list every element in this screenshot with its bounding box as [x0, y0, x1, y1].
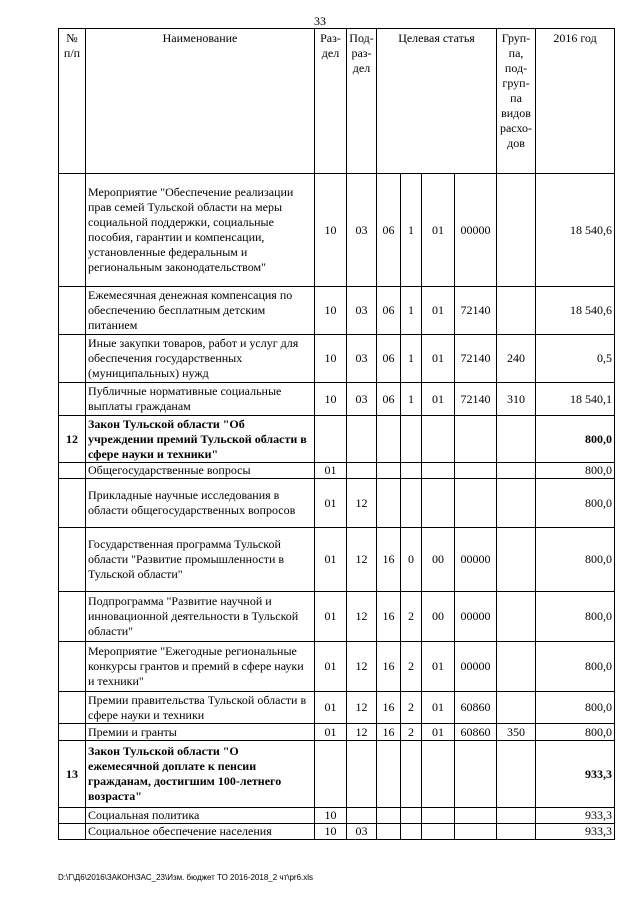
cell-t3: 00	[422, 528, 455, 592]
cell-num	[59, 808, 86, 824]
cell-vr	[497, 479, 536, 528]
cell-sum: 800,0	[536, 416, 615, 463]
cell-vr	[497, 741, 536, 808]
cell-num	[59, 592, 86, 642]
table-row	[59, 335, 615, 383]
cell-name: Прикладные научные исследования в области общегосударственных вопросов	[86, 479, 315, 528]
table-row	[59, 724, 615, 741]
cell-vr	[497, 692, 536, 724]
cell-t1: 06	[377, 287, 401, 335]
cell-num	[59, 287, 86, 335]
cell-num: 13	[59, 741, 86, 808]
cell-name: Закон Тульской области "Об учреждении премий Тульской области в сфере науки и техники"	[86, 416, 315, 463]
cell-num	[59, 463, 86, 479]
cell-t2	[401, 479, 422, 528]
cell-t1: 06	[377, 335, 401, 383]
cell-name: Иные закупки товаров, работ и услуг для обеспечения государственных (муниципальных) нужд	[86, 335, 315, 383]
table-header-row	[59, 29, 615, 174]
cell-t3: 01	[422, 692, 455, 724]
cell-t4	[455, 824, 497, 840]
cell-sum: 800,0	[536, 642, 615, 692]
cell-num	[59, 692, 86, 724]
cell-t2: 2	[401, 692, 422, 724]
header-podrazdel: Под- раз- дел	[347, 29, 377, 174]
cell-pr: 12	[347, 479, 377, 528]
cell-rz: 10	[315, 383, 347, 416]
cell-num: 12	[59, 416, 86, 463]
cell-pr: 03	[347, 383, 377, 416]
cell-vr	[497, 824, 536, 840]
cell-vr	[497, 287, 536, 335]
cell-t3	[422, 808, 455, 824]
cell-sum: 18 540,6	[536, 174, 615, 287]
cell-t1: 16	[377, 528, 401, 592]
table-row	[59, 416, 615, 463]
cell-t4: 72140	[455, 287, 497, 335]
budget-table	[58, 28, 615, 840]
cell-t4: 72140	[455, 335, 497, 383]
cell-name: Государственная программа Тульской области "Развитие промышленности в Тульской области"	[86, 528, 315, 592]
page-number: 33	[314, 14, 326, 28]
cell-t3: 00	[422, 592, 455, 642]
cell-num	[59, 335, 86, 383]
cell-t1	[377, 741, 401, 808]
cell-t3: 01	[422, 383, 455, 416]
cell-t1: 16	[377, 692, 401, 724]
cell-vr: 350	[497, 724, 536, 741]
cell-t3: 01	[422, 174, 455, 287]
cell-pr: 03	[347, 174, 377, 287]
cell-t4: 72140	[455, 383, 497, 416]
cell-t2: 1	[401, 287, 422, 335]
cell-t3: 01	[422, 724, 455, 741]
cell-t3: 01	[422, 642, 455, 692]
cell-pr: 03	[347, 824, 377, 840]
table-row	[59, 642, 615, 692]
cell-t2: 1	[401, 174, 422, 287]
cell-num	[59, 174, 86, 287]
cell-t2: 2	[401, 592, 422, 642]
cell-t4	[455, 416, 497, 463]
cell-t1: 16	[377, 592, 401, 642]
cell-t3	[422, 463, 455, 479]
cell-t4: 00000	[455, 642, 497, 692]
table-row	[59, 528, 615, 592]
cell-t3: 01	[422, 335, 455, 383]
cell-t1	[377, 463, 401, 479]
cell-t4	[455, 741, 497, 808]
cell-sum: 800,0	[536, 479, 615, 528]
cell-name: Подпрограмма "Развитие научной и инновационной деятельности в Тульской области"	[86, 592, 315, 642]
cell-rz: 01	[315, 528, 347, 592]
cell-sum: 933,3	[536, 824, 615, 840]
cell-t1: 06	[377, 383, 401, 416]
cell-t4	[455, 463, 497, 479]
cell-vr	[497, 416, 536, 463]
cell-rz: 01	[315, 463, 347, 479]
cell-pr: 12	[347, 528, 377, 592]
cell-t1: 06	[377, 174, 401, 287]
cell-num	[59, 642, 86, 692]
file-path-footer: D:\Г\Д6\2016\ЗАКОН\ЗАС_23\Изм. бюджет ТО 2016-2018_2 чт\pr6.xls	[58, 873, 314, 882]
cell-sum: 800,0	[536, 724, 615, 741]
cell-num	[59, 824, 86, 840]
table-row	[59, 808, 615, 824]
cell-t4: 00000	[455, 592, 497, 642]
cell-t3	[422, 479, 455, 528]
cell-pr: 12	[347, 692, 377, 724]
cell-name: Премии правительства Тульской области в сфере науки и техники	[86, 692, 315, 724]
cell-t1: 16	[377, 724, 401, 741]
cell-pr	[347, 808, 377, 824]
cell-vr	[497, 528, 536, 592]
cell-sum: 933,3	[536, 808, 615, 824]
table-row	[59, 383, 615, 416]
cell-sum: 800,0	[536, 592, 615, 642]
cell-t4: 60860	[455, 692, 497, 724]
cell-t2: 2	[401, 642, 422, 692]
cell-t4: 00000	[455, 174, 497, 287]
cell-vr	[497, 592, 536, 642]
table-row	[59, 592, 615, 642]
cell-sum: 933,3	[536, 741, 615, 808]
cell-vr: 310	[497, 383, 536, 416]
cell-rz: 01	[315, 592, 347, 642]
cell-pr: 12	[347, 592, 377, 642]
cell-t1	[377, 824, 401, 840]
cell-vr	[497, 174, 536, 287]
cell-t1	[377, 808, 401, 824]
cell-sum: 800,0	[536, 692, 615, 724]
cell-name: Общегосударственные вопросы	[86, 463, 315, 479]
table-row	[59, 692, 615, 724]
table-row	[59, 824, 615, 840]
cell-t4: 00000	[455, 528, 497, 592]
cell-t2: 1	[401, 335, 422, 383]
cell-sum: 800,0	[536, 528, 615, 592]
cell-vr	[497, 808, 536, 824]
cell-t3	[422, 824, 455, 840]
cell-vr: 240	[497, 335, 536, 383]
cell-t4	[455, 808, 497, 824]
cell-rz	[315, 416, 347, 463]
cell-t3	[422, 416, 455, 463]
cell-pr: 03	[347, 287, 377, 335]
header-name: Наименование	[86, 29, 315, 174]
cell-rz: 10	[315, 808, 347, 824]
cell-t3: 01	[422, 287, 455, 335]
cell-t4	[455, 479, 497, 528]
cell-rz: 01	[315, 479, 347, 528]
cell-t2	[401, 741, 422, 808]
table-row	[59, 741, 615, 808]
cell-t3	[422, 741, 455, 808]
cell-pr: 03	[347, 335, 377, 383]
cell-name: Публичные нормативные социальные выплаты гражданам	[86, 383, 315, 416]
cell-sum: 800,0	[536, 463, 615, 479]
table-row	[59, 287, 615, 335]
cell-t1	[377, 416, 401, 463]
header-target: Целевая статья	[377, 29, 497, 174]
cell-t2: 1	[401, 383, 422, 416]
cell-t4: 60860	[455, 724, 497, 741]
table-row	[59, 463, 615, 479]
cell-rz: 01	[315, 692, 347, 724]
cell-sum: 18 540,6	[536, 287, 615, 335]
cell-t1: 16	[377, 642, 401, 692]
table-body	[59, 174, 615, 840]
cell-t2	[401, 416, 422, 463]
cell-num	[59, 528, 86, 592]
header-group: Груп- па, под- груп- па видов расхо- дов	[497, 29, 536, 174]
cell-rz	[315, 741, 347, 808]
cell-name: Премии и гранты	[86, 724, 315, 741]
cell-rz: 10	[315, 287, 347, 335]
cell-rz: 01	[315, 724, 347, 741]
header-num: № п/п	[59, 29, 86, 174]
cell-t2: 2	[401, 724, 422, 741]
table-row	[59, 479, 615, 528]
cell-t2	[401, 824, 422, 840]
cell-pr	[347, 463, 377, 479]
cell-t1	[377, 479, 401, 528]
cell-vr	[497, 463, 536, 479]
table-row	[59, 174, 615, 287]
cell-t2: 0	[401, 528, 422, 592]
cell-rz: 10	[315, 335, 347, 383]
cell-name: Ежемесячная денежная компенсация по обеспечению бесплатным детским питанием	[86, 287, 315, 335]
cell-name: Закон Тульской области "О ежемесячной доплате к пенсии гражданам, достигшим 100-летнего возраста"	[86, 741, 315, 808]
header-year: 2016 год	[536, 29, 615, 174]
cell-rz: 10	[315, 824, 347, 840]
cell-pr: 12	[347, 642, 377, 692]
cell-vr	[497, 642, 536, 692]
header-razdel: Раз- дел	[315, 29, 347, 174]
cell-num	[59, 724, 86, 741]
cell-rz: 10	[315, 174, 347, 287]
cell-t2	[401, 463, 422, 479]
cell-pr	[347, 416, 377, 463]
cell-name: Социальная политика	[86, 808, 315, 824]
cell-pr	[347, 741, 377, 808]
cell-t2	[401, 808, 422, 824]
cell-pr: 12	[347, 724, 377, 741]
cell-num	[59, 383, 86, 416]
cell-rz: 01	[315, 642, 347, 692]
cell-num	[59, 479, 86, 528]
cell-name: Социальное обеспечение населения	[86, 824, 315, 840]
cell-sum: 18 540,1	[536, 383, 615, 416]
cell-sum: 0,5	[536, 335, 615, 383]
cell-name: Мероприятие "Обеспечение реализации прав семей Тульской области на меры социальной поддержки, социальные пособия, гарантии и компенсации, установленные федеральным и региональным законодательством"	[86, 174, 315, 287]
cell-name: Мероприятие "Ежегодные региональные конкурсы грантов и премий в сфере науки и техники"	[86, 642, 315, 692]
